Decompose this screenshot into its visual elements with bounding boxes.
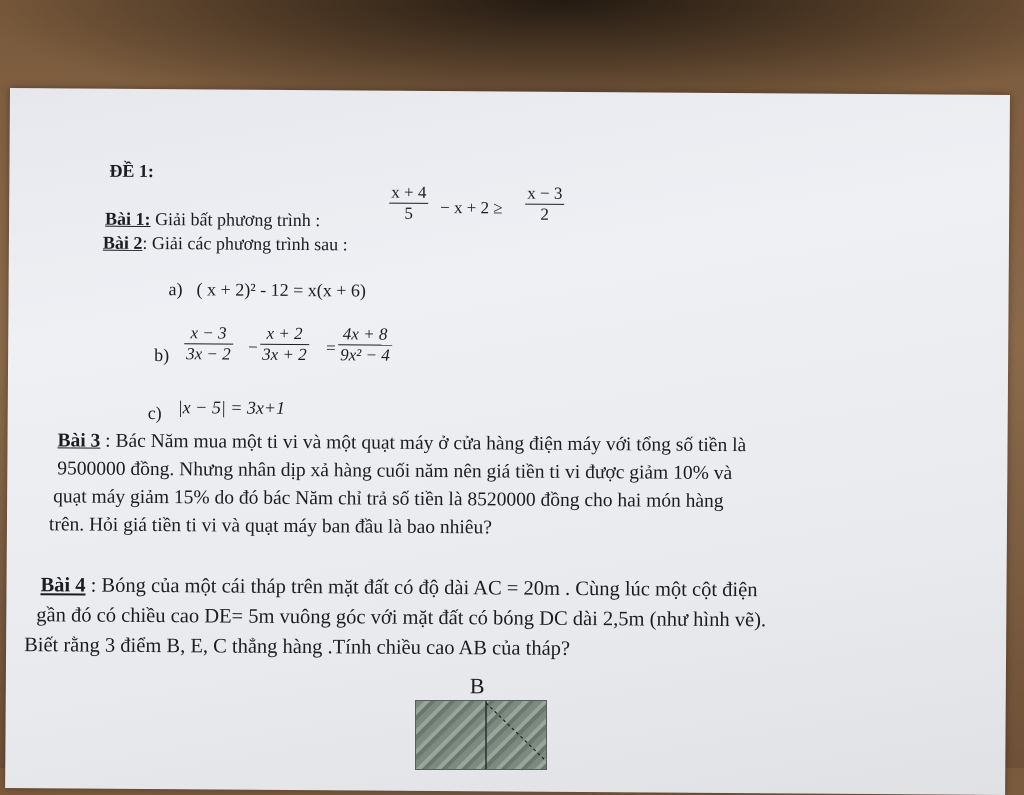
bai4-label: Bài 4 bbox=[40, 574, 86, 597]
bai1-line bbox=[105, 209, 320, 232]
bai2-b-fraction-1 bbox=[184, 323, 233, 364]
bai2-text: : Giải các phương trình sau : bbox=[142, 232, 348, 255]
bai2-b-f2-denominator: 3x + 2 bbox=[262, 344, 307, 365]
bai1-middle: − x + 2 ≥ bbox=[440, 198, 503, 218]
bai2-b-f2-numerator: x + 2 bbox=[260, 324, 309, 345]
bai3-line-2: 9500000 đồng. Nhưng nhân dịp xả hàng cuối năm nên giá tiền ti vi được giảm 10% và bbox=[57, 458, 733, 485]
bai3-text-1: : Bác Năm mua một ti vi và một quạt máy ở cửa hàng điện máy với tổng số tiền là bbox=[100, 430, 747, 457]
bai1-f2-denominator: 2 bbox=[540, 204, 549, 224]
bai3-line-3: quạt máy giảm 15% do đó bác Năm chỉ trả số tiền là 8520000 đồng cho hai món hàng bbox=[53, 486, 724, 512]
bai1-f1-numerator: x + 4 bbox=[389, 183, 428, 204]
bai1-f1-denominator: 5 bbox=[404, 203, 413, 223]
bai4-text-1: : Bóng của một cái tháp trên mặt đất có độ dài AC = 20m . Cùng lúc một cột điện bbox=[85, 574, 758, 602]
paper-sheet bbox=[5, 88, 1010, 795]
bai1-label: Bài 1: bbox=[105, 208, 151, 229]
tower-figure bbox=[415, 700, 547, 770]
exam-title: ĐỀ 1: bbox=[109, 160, 154, 182]
bai2-c-equation: |x − 5| = 3x+1 bbox=[177, 397, 286, 418]
bai2-b-f3-numerator: 4x + 8 bbox=[338, 324, 392, 345]
bai2-b-minus: − bbox=[248, 337, 258, 357]
bai3-line-1 bbox=[57, 430, 746, 457]
bai2-b-f3-denominator: 9x² − 4 bbox=[340, 345, 390, 365]
bai1-fraction-2 bbox=[525, 184, 564, 225]
bai2-b-f1-numerator: x − 3 bbox=[184, 323, 233, 344]
bai4-line-2: gần đó có chiều cao DE= 5m vuông góc với mặt đất có bóng DC dài 2,5m (như hình vẽ). bbox=[36, 604, 767, 632]
bai2-line bbox=[103, 233, 348, 256]
bai2-a-equation: ( x + 2)² - 12 = x(x + 6) bbox=[196, 279, 366, 301]
bai2-c-label: c) bbox=[147, 402, 162, 424]
bai1-fraction-1 bbox=[389, 183, 428, 224]
bai2-a-label: a) bbox=[168, 279, 183, 300]
figure-label-b: B bbox=[469, 673, 485, 699]
bai3-label: Bài 3 bbox=[57, 430, 101, 452]
tower-figure-lines bbox=[416, 701, 546, 769]
bai4-line-3: Biết rằng 3 điểm B, E, C thẳng hàng .Tính chiều cao AB của tháp? bbox=[24, 634, 571, 660]
bai2-label: Bài 2 bbox=[102, 232, 143, 253]
bai2-b-f1-denominator: 3x − 2 bbox=[186, 344, 231, 364]
bai2-b-fraction-2 bbox=[260, 324, 309, 365]
bai1-f2-numerator: x − 3 bbox=[525, 184, 564, 205]
bai1-text: Giải bất phương trình : bbox=[155, 209, 321, 231]
bai2-b-label: b) bbox=[154, 345, 170, 366]
bai4-line-1 bbox=[40, 574, 757, 602]
bai3-line-4: trên. Hỏi giá tiền ti vi và quạt máy ban đầu là bao nhiêu? bbox=[48, 514, 492, 539]
bai2-b-equals: = bbox=[326, 338, 336, 358]
bai2-b-fraction-3 bbox=[338, 324, 392, 365]
